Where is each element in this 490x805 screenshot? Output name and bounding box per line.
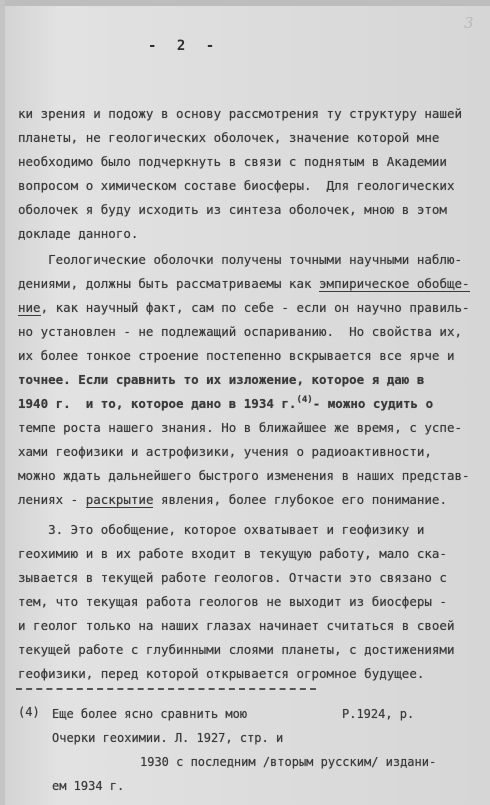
text-line: текущей работе с глубинными слоями планеты, с достижениями [18,642,455,657]
footnote-line: 1930 с последним /вторым русским/ издани- [140,755,437,769]
text-run: , как научный факт, сам по себе - если он научно правиль- [40,300,470,315]
text-line: ки зрения и подожу в основу рассмотрения ту структуру нашей [18,106,463,121]
text-line: темпе роста нашего знания. Но в ближайшее же время, с успе- [18,420,463,435]
text-line: можно ждать дальнейшего быстрого изменения в наших представ- [18,468,470,483]
footnote-line: Очерки геохимии. Л. 1927, стр. и [52,731,284,745]
underlined-term: ние [18,300,41,315]
page-number: - 2 - [148,38,221,54]
footnote-marker: (4) [18,705,40,719]
text-line [18,491,447,509]
text-line: хами геофизики и астрофизики, учения о радиоактивности, [18,444,432,459]
text-line: геофизики, перед которой открывается огромное будущее. [18,666,425,681]
text-line: зывается в текущей работе геологов. Отчасти это связано с [18,570,447,585]
text-line: но установлен - не подлежащий оспариванию. Но свойства их, [18,324,463,339]
corner-page-mark: 3 [464,14,474,32]
text-line: 3. Это обобщение, которое охватывает и геофизику и [18,522,425,537]
text-line: точнее. Если сравнить то их изложение, которое я даю в [18,372,425,387]
text-line: планеты, не геологических оболочек, значение которой мне [18,130,440,145]
footnote-line: Р.1924, р. [342,707,415,721]
page-edge-top [0,0,490,6]
footnote-separator [16,688,316,690]
text-line: оболочек я буду исходить из синтеза оболочек, мною в этом [18,202,447,217]
text-line: Геологические оболочки получены точными научными наблю- [18,252,463,267]
text-line: вопросом о химическом составе биосферы. Для геологических [18,178,455,193]
page-edge-left [0,0,5,805]
text-line: тем, что текущая работа геологов не выходит из биосферы - [18,594,447,609]
text-line [18,275,470,293]
text-run: дениями, должны быть рассматриваемы как [18,276,320,291]
text-run: - можно судить о [312,396,434,411]
text-run: 1940 г. и то, которое дано в 1934 г. [18,396,297,411]
footnote-reference: (4) [296,395,313,405]
footnote-line: Еще более ясно сравнить мою [52,707,248,721]
underlined-term: раскрытие [85,492,154,507]
text-line: геохимию и в их работе входит в текущую работу, мало ска- [18,546,447,561]
text-line [18,299,470,317]
text-run: лениях - [18,492,86,507]
underlined-term: эмпирическое обобще- [319,276,470,291]
footnote-line: ем 1934 г. [52,779,125,793]
text-line: и геолог только на наших глазах начинает считаться в своей [18,618,455,633]
text-line: докладе данного. [18,226,139,241]
text-line: необходимо было подчеркнуть в связи с поднятым в Академии [18,154,447,169]
text-run: явления, более глубокое его понимание. [153,492,447,507]
text-line: их более тонкое строение постепенно вскрывается все ярче и [18,348,455,363]
text-line [18,395,433,413]
